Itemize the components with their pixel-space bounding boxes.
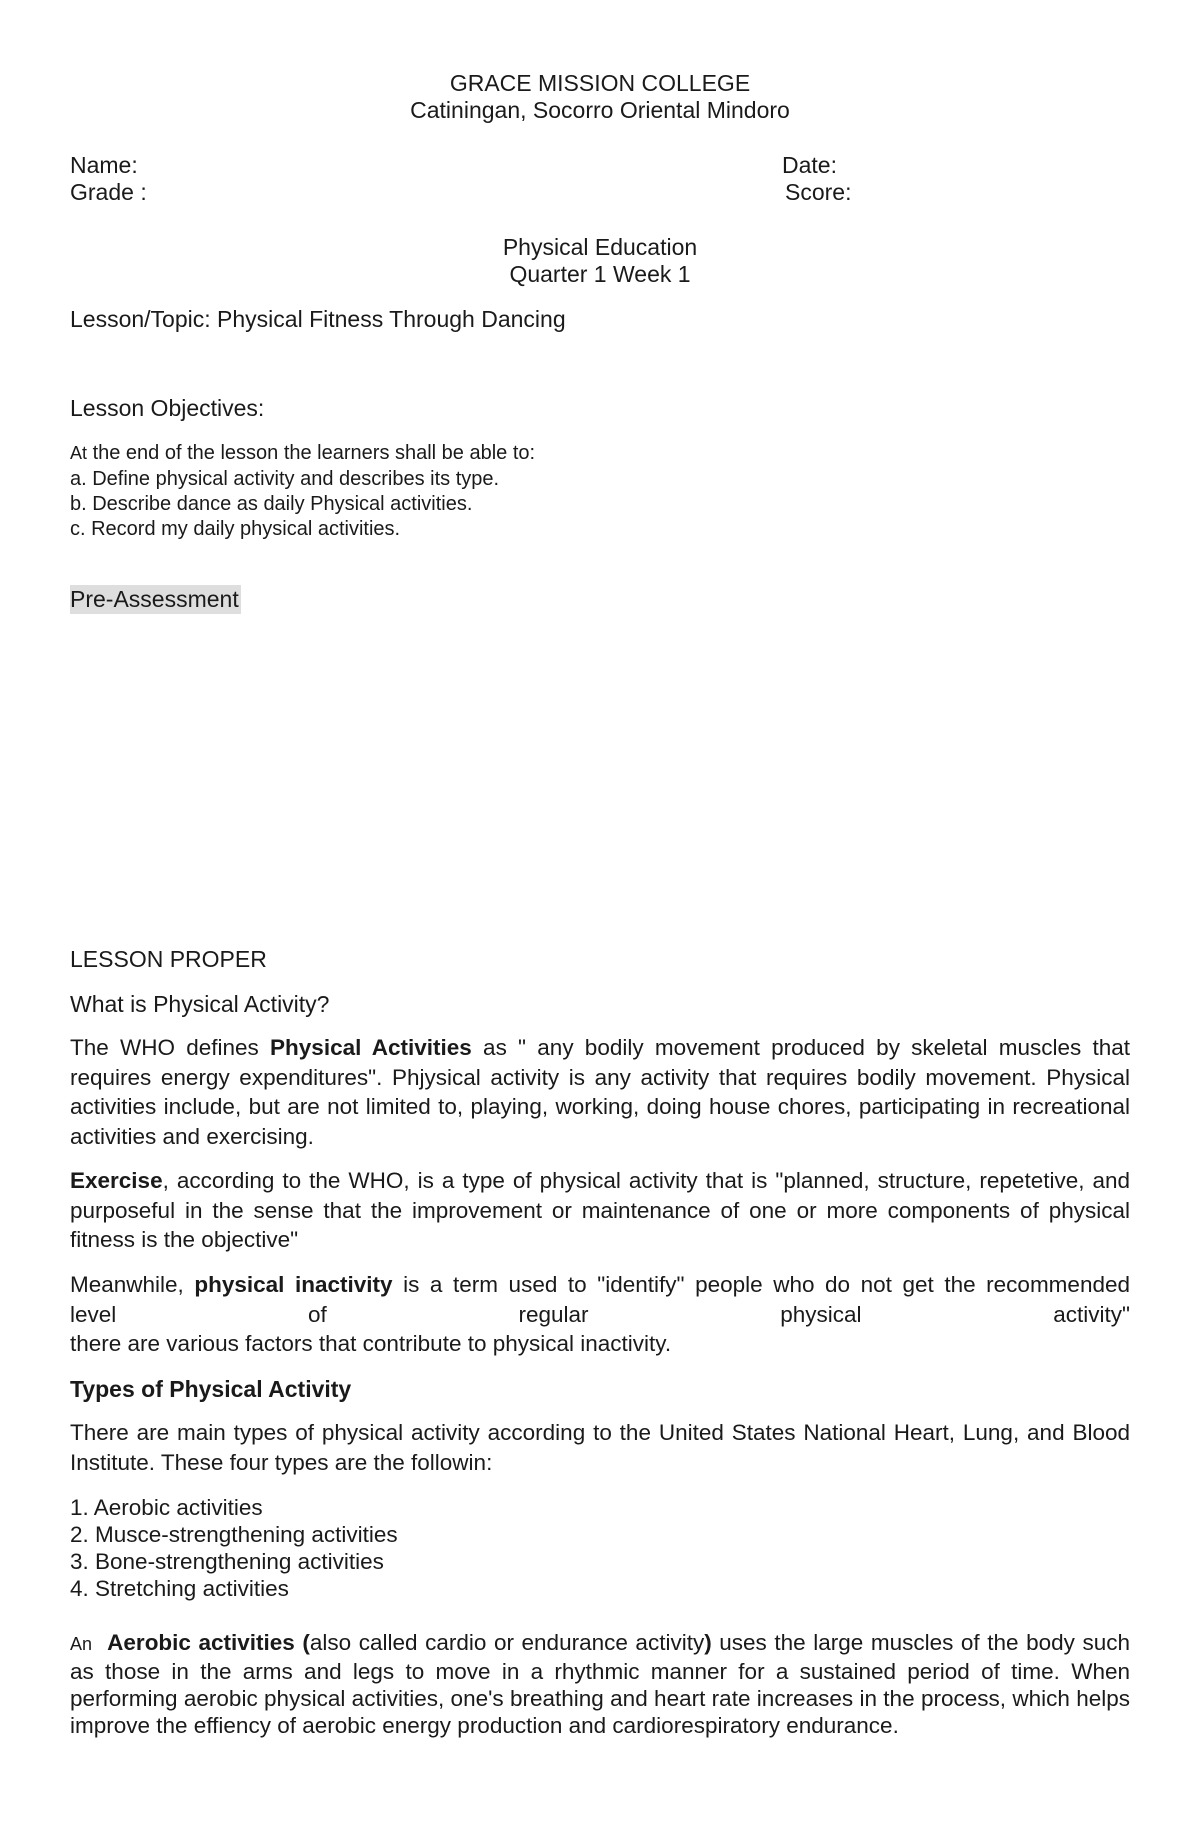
bold-term: Physical Activities [270, 1035, 472, 1060]
school-address: Catiningan, Socorro Oriental Mindoro [410, 97, 790, 123]
list-item: 4. Stretching activities [70, 1576, 289, 1601]
pre-assessment-highlight: Pre-Assessment [70, 586, 239, 612]
paragraph-text: as " any bodily movement produced by skeletal muscles that requires energy expenditures". Phjysical activity is any activity that requires bodily movement. Physical activities include, but are not limited to, playing, working, doing house chores, participating in recreational activities and exercising. [70, 1035, 1131, 1149]
types-list [70, 1494, 398, 1602]
list-item: 2. Musce-strengthening activities [70, 1522, 398, 1547]
school-name: GRACE MISSION COLLEGE [449, 70, 751, 96]
paragraph-types-intro: There are main types of physical activity according to the United States National Heart, Lung, and Blood Institute. These four types are the followin: [70, 1420, 1130, 1475]
types-heading: Types of Physical Activity [70, 1376, 352, 1402]
paragraph-aerobic [70, 1629, 1130, 1739]
objectives-intro-rest: the end of the lesson the learners shall be able to: [87, 442, 536, 464]
lesson-proper-heading: LESSON PROPER [70, 946, 267, 972]
bold-term: Aerobic activities ( [107, 1630, 310, 1655]
list-item: 3. Bone-strengthening activities [70, 1549, 384, 1574]
paragraph-text: , according to the WHO, is a type of physical activity that is "planned, structure, repetetive, and purposeful in the sense that the improvement or maintenance of one or more components of physical fitness is the objective" [70, 1168, 1130, 1252]
name-field-label: Name: [70, 152, 138, 178]
paragraph-line [70, 1270, 1130, 1300]
paragraph-text: is a term used to "identify" people who do not get the recommended [392, 1272, 1130, 1297]
grade-field-label: Grade : [70, 179, 147, 205]
paragraph-physical-inactivity [70, 1270, 1130, 1359]
spread-word: regular [518, 1301, 589, 1327]
subject-title: Physical Education [502, 234, 698, 260]
paragraph-text: Meanwhile, [70, 1272, 195, 1297]
physical-activity-question: What is Physical Activity? [70, 991, 330, 1017]
paragraph-text: uses the large muscles of the body such as those in the arms and legs to move in a rhythmic manner for a sustained period of time. When performing aerobic physical activities, one's breathing and heart rate increases in the process, which helps improve the effiency of aerobic energy production and cardiorespiratory endurance. [70, 1630, 1130, 1738]
spread-word: activity" [1053, 1301, 1130, 1327]
pre-assessment-heading [70, 586, 241, 613]
paragraph-line-spread [70, 1300, 1130, 1330]
bold-term: physical inactivity [194, 1272, 393, 1297]
paragraph-text: also called cardio or endurance activity [309, 1630, 705, 1655]
list-item: 1. Aerobic activities [70, 1495, 263, 1520]
objectives-intro-first: At [70, 443, 88, 463]
subject-period: Quarter 1 Week 1 [509, 261, 691, 287]
paragraph-text: An [70, 1634, 93, 1654]
objective-item: c. Record my daily physical activities. [70, 518, 401, 540]
objective-item: b. Describe dance as daily Physical activities. [70, 493, 473, 515]
spread-word: level [70, 1301, 117, 1327]
paragraph-text: The WHO defines [70, 1035, 271, 1060]
paragraph-line: there are various factors that contribute to physical inactivity. [70, 1331, 672, 1356]
bold-term: ) [704, 1630, 712, 1655]
objective-item: a. Define physical activity and describes its type. [70, 468, 500, 490]
spread-word: of [307, 1301, 327, 1327]
date-field-label: Date: [782, 152, 837, 178]
score-field-label: Score: [785, 179, 852, 205]
paragraph-physical-activities [70, 1033, 1130, 1151]
spread-word: physical [780, 1301, 862, 1327]
lesson-topic: Lesson/Topic: Physical Fitness Through Dancing [70, 306, 566, 332]
paragraph-exercise [70, 1166, 1130, 1255]
bold-term: Exercise [70, 1168, 163, 1193]
objectives-intro [70, 441, 535, 466]
document-page [70, 0, 1130, 1835]
objectives-heading: Lesson Objectives: [70, 395, 265, 421]
